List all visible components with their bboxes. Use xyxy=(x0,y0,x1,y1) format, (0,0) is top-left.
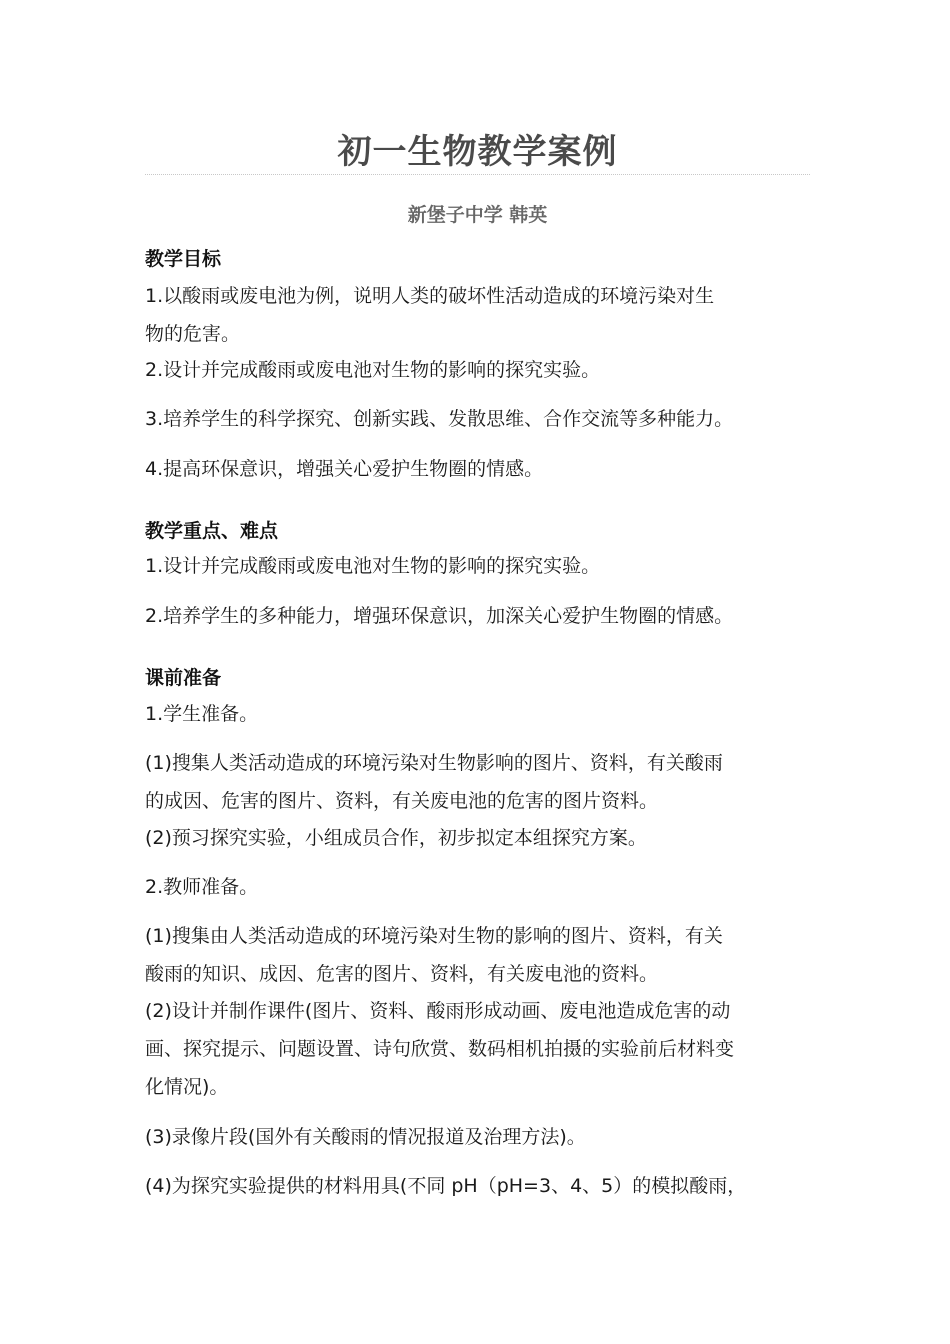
teacher-prep-label: 2.教师准备。 xyxy=(145,876,259,898)
student-prep-item-1 xyxy=(145,744,810,820)
goal-item-2: 2.设计并完成酸雨或废电池对生物的影响的探究实验。 xyxy=(145,359,601,381)
section-heading-preparation: 课前准备 xyxy=(145,667,222,689)
student-prep-item-1-line-2: 的成因、危害的图片、资料，有关废电池的危害的图片资料。 xyxy=(145,790,659,812)
teacher-prep-item-2 xyxy=(145,992,810,1106)
teacher-prep-item-3: (3)录像片段(国外有关酸雨的情况报道及治理方法)。 xyxy=(145,1126,586,1148)
teacher-prep-item-2-line-1: (2)设计并制作课件(图片、资料、酸雨形成动画、废电池造成危害的动 xyxy=(145,1000,731,1022)
goal-item-4: 4.提高环保意识，增强关心爱护生物圈的情感。 xyxy=(145,458,544,480)
section-heading-key-points: 教学重点、难点 xyxy=(145,520,279,542)
goal-item-1-line-1: 1.以酸雨或废电池为例，说明人类的破坏性活动造成的环境污染对生 xyxy=(145,285,715,307)
document-title: 初一生物教学案例 xyxy=(337,132,618,172)
teacher-prep-item-4: (4)为探究实验提供的材料用具(不同 pH（pH=3、4、5）的模拟酸雨， xyxy=(145,1175,747,1197)
key-point-item-2: 2.培养学生的多种能力，增强环保意识，加深关心爱护生物圈的情感。 xyxy=(145,605,734,627)
teacher-prep-item-2-line-3: 化情况)。 xyxy=(145,1076,229,1098)
goal-item-1-line-2: 物的危害。 xyxy=(145,323,241,345)
title-divider xyxy=(145,174,810,175)
goal-item-1 xyxy=(145,277,810,353)
section-heading-goals: 教学目标 xyxy=(145,248,222,270)
teacher-prep-item-1 xyxy=(145,917,810,993)
goal-item-3: 3.培养学生的科学探究、创新实践、发散思维、合作交流等多种能力。 xyxy=(145,408,734,430)
student-prep-label: 1.学生准备。 xyxy=(145,703,259,725)
student-prep-item-1-line-1: (1)搜集人类活动造成的环境污染对生物影响的图片、资料，有关酸雨 xyxy=(145,752,723,774)
student-prep-item-2: (2)预习探究实验，小组成员合作，初步拟定本组探究方案。 xyxy=(145,827,647,849)
author-line: 新堡子中学 韩英 xyxy=(407,204,548,226)
teacher-prep-item-1-line-1: (1)搜集由人类活动造成的环境污染对生物的影响的图片、资料，有关 xyxy=(145,925,723,947)
teacher-prep-item-1-line-2: 酸雨的知识、成因、危害的图片、资料，有关废电池的资料。 xyxy=(145,963,659,985)
teacher-prep-item-2-line-2: 画、探究提示、问题设置、诗句欣赏、数码相机拍摄的实验前后材料变 xyxy=(145,1038,735,1060)
key-point-item-1: 1.设计并完成酸雨或废电池对生物的影响的探究实验。 xyxy=(145,555,601,577)
